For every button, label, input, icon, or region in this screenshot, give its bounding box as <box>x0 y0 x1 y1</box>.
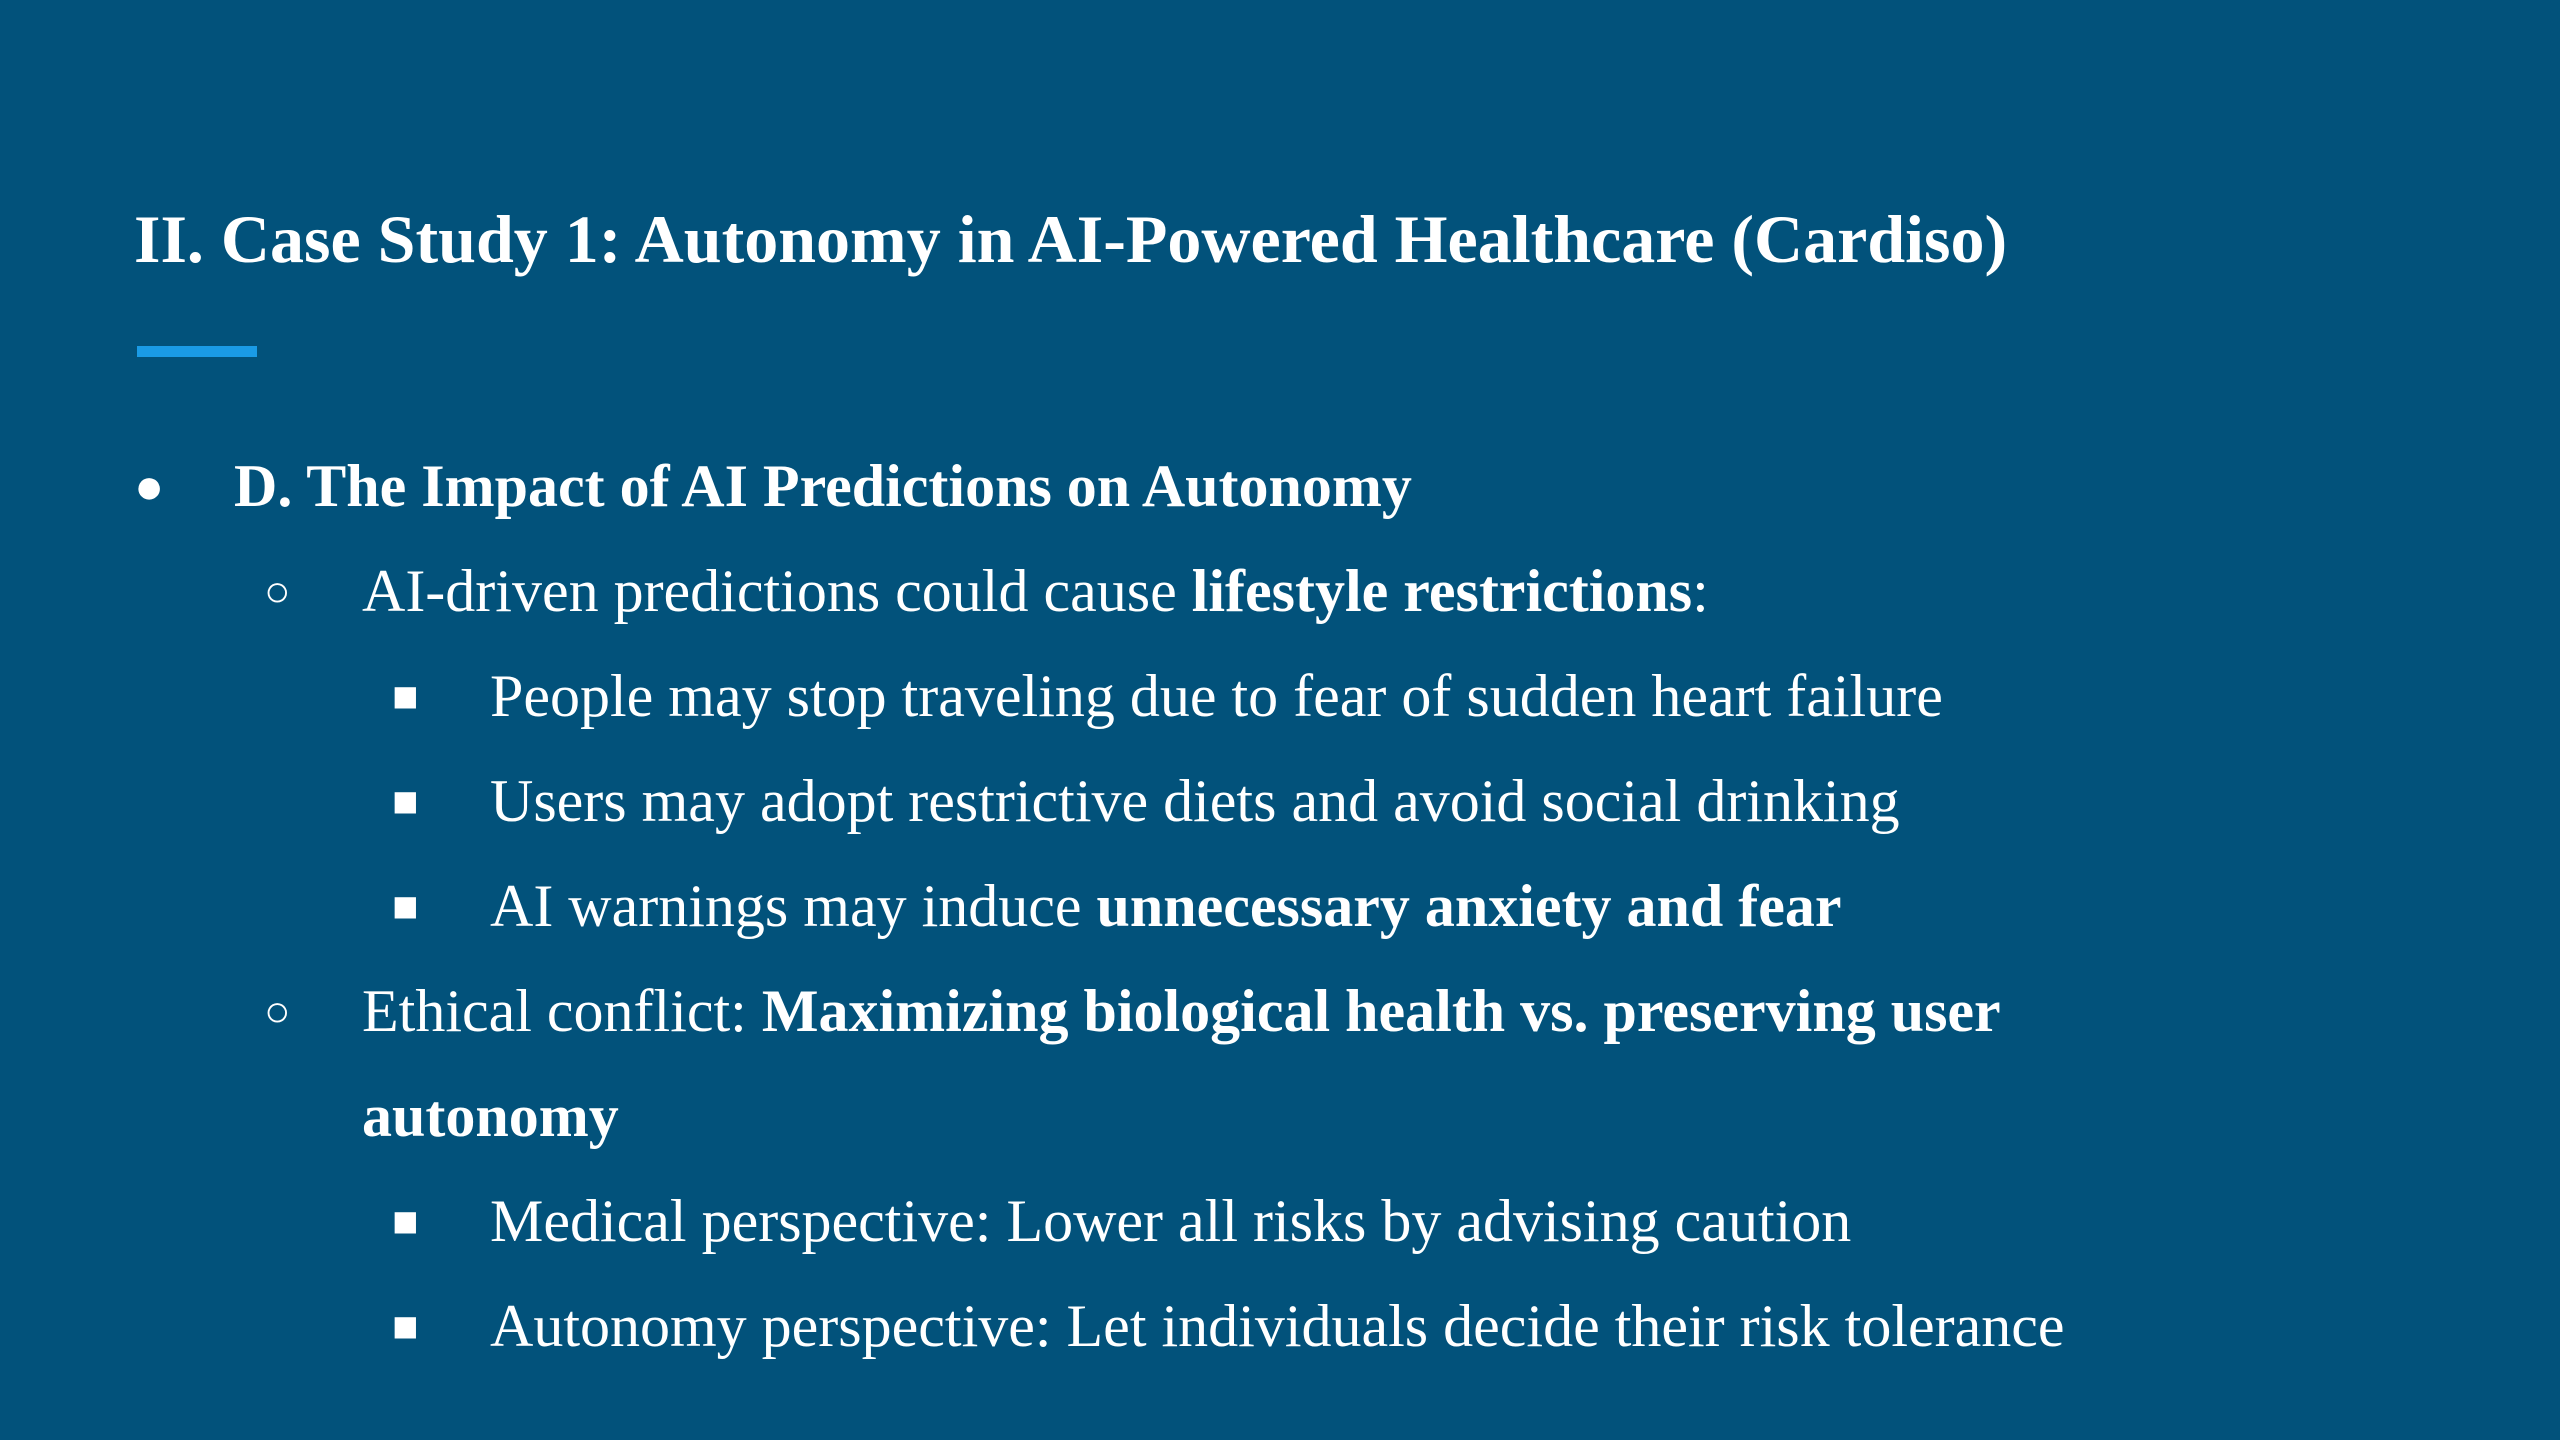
square-bullet-icon: ■ <box>392 1302 419 1351</box>
subpoint-item <box>134 1169 2454 1274</box>
point-ethical-conflict <box>134 959 2454 1064</box>
slide-body <box>134 434 2454 1379</box>
subpoint-emphasis: unnecessary anxiety and fear <box>1096 873 1842 939</box>
square-bullet-icon: ■ <box>392 1197 419 1246</box>
point-text: Ethical conflict: <box>362 978 762 1044</box>
point-continuation <box>134 1064 2454 1169</box>
section-heading-item <box>134 434 2454 539</box>
point-emphasis-continued: autonomy <box>362 1083 619 1149</box>
point-emphasis: Maximizing biological health vs. preserving user <box>761 978 2001 1044</box>
subpoint-text: People may stop traveling due to fear of sudden heart failure <box>490 663 1943 729</box>
subpoint-item <box>134 749 2454 854</box>
subpoint-text: Autonomy perspective: Let individuals decide their risk tolerance <box>490 1293 2065 1359</box>
point-emphasis: lifestyle restrictions <box>1191 558 1693 624</box>
section-heading: D. The Impact of AI Predictions on Autonomy <box>234 453 1412 519</box>
subpoint-text: Medical perspective: Lower all risks by advising caution <box>490 1188 1852 1254</box>
square-bullet-icon: ■ <box>392 777 419 826</box>
hollow-circle-bullet-icon: ○ <box>264 987 291 1036</box>
subpoint-item <box>134 1274 2454 1379</box>
subpoint-text: Users may adopt restrictive diets and avoid social drinking <box>490 768 1900 834</box>
slide-title: II. Case Study 1: Autonomy in AI-Powered Healthcare (Cardiso) <box>134 201 2008 277</box>
point-text: AI-driven predictions could cause <box>362 558 1192 624</box>
square-bullet-icon: ■ <box>392 672 419 721</box>
subpoint-item <box>134 644 2454 749</box>
square-bullet-icon: ■ <box>392 882 419 931</box>
subpoint-text: AI warnings may induce <box>490 873 1097 939</box>
point-suffix: : <box>1692 558 1709 624</box>
point-lifestyle-restrictions <box>134 539 2454 644</box>
filled-circle-bullet-icon: ● <box>134 458 165 514</box>
hollow-circle-bullet-icon: ○ <box>264 567 291 616</box>
title-accent-line <box>137 346 257 357</box>
subpoint-item <box>134 854 2454 959</box>
